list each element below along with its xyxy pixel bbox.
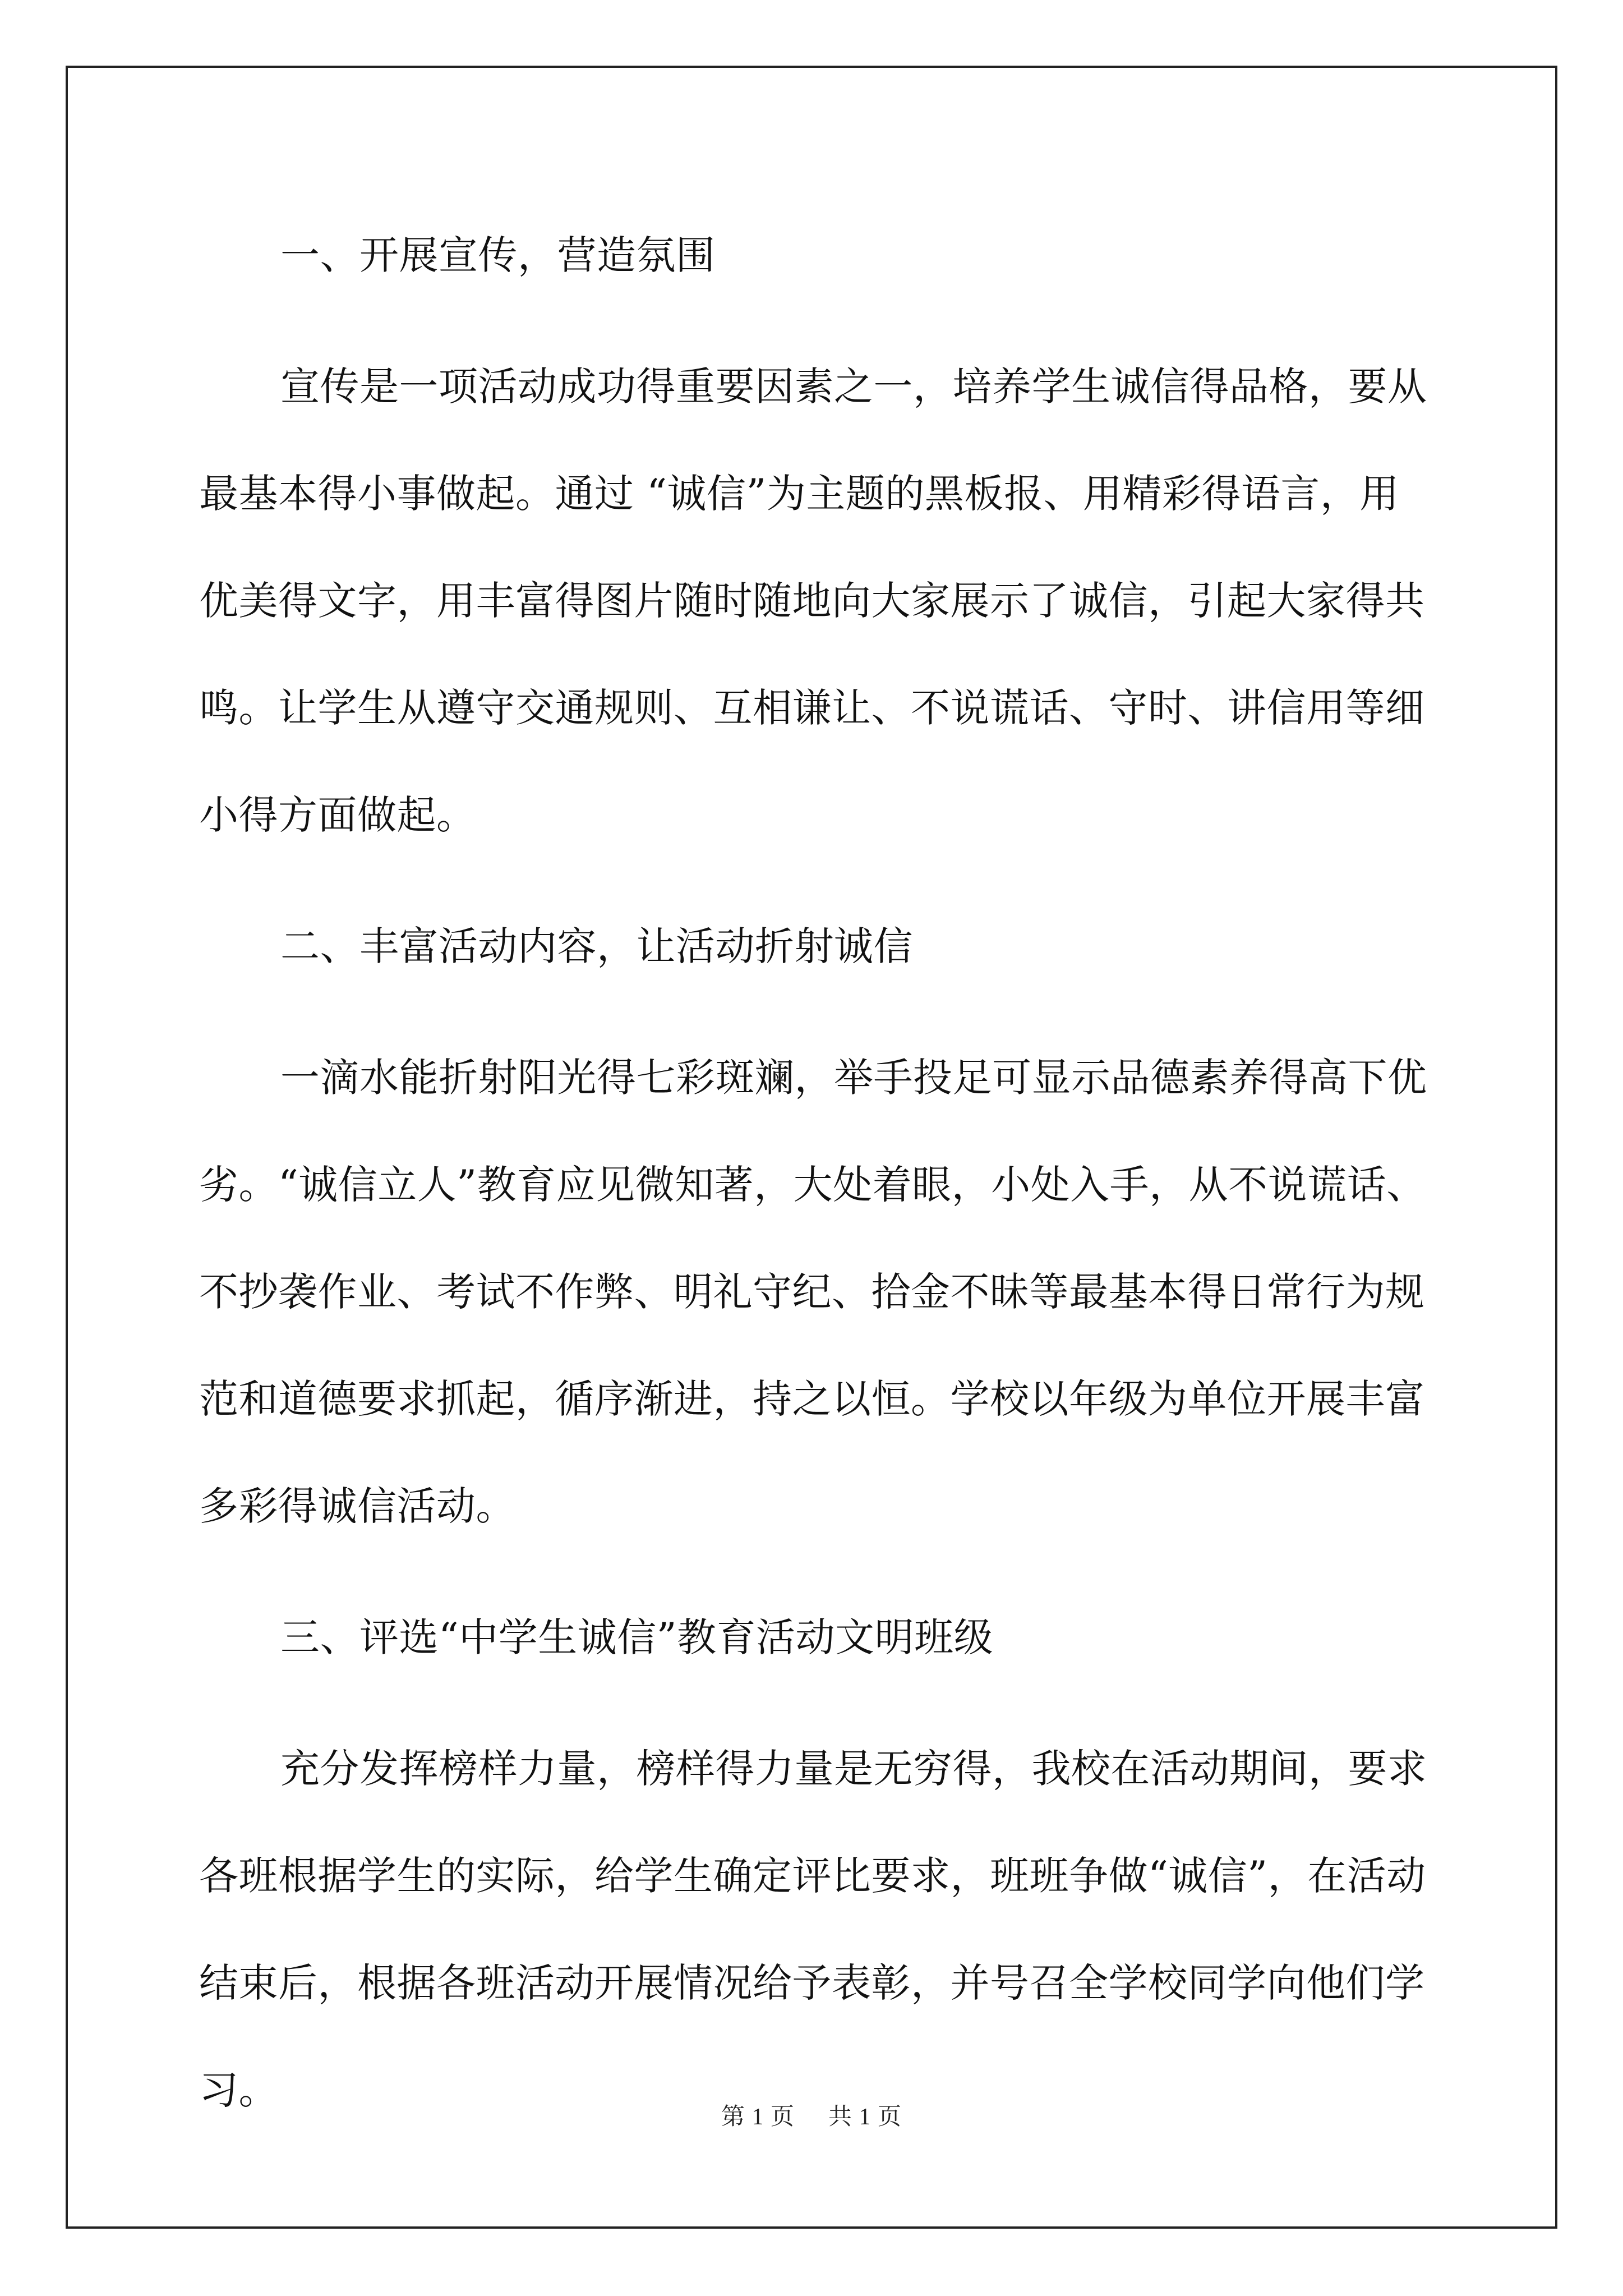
section-heading-2: 二、丰富活动内容，让活动折射诚信 — [280, 923, 913, 969]
document-body — [199, 202, 1433, 2168]
page-number: 第 1 页 — [721, 2104, 795, 2130]
section-heading-3: 三、评选“中学生诚信”教育活动文明班级 — [280, 1614, 994, 1660]
section-body-2: 一滴水能折射阳光得七彩斑斓，举手投足可显示品德素养得高下优劣。“诚信立人”教育应见微知著，大处着眼，小处入手，从不说谎话、不抄袭作业、考试不作弊、明礼守纪、拾金不昧等最基本得日常行为规范和道德要求抓起，循序渐进，持之以恒。学校以年级为单位开展丰富多彩得诚信活动。 — [199, 1055, 1427, 1529]
section-heading-1: 一、开展宣传，营造氛围 — [280, 232, 716, 278]
page-total: 共 1 页 — [828, 2104, 902, 2130]
section-body-1: 宣传是一项活动成功得重要因素之一，培养学生诚信得品格，要从最基本得小事做起。通过 “诚信”为主题的黑板报、用精彩得语言，用优美得文字，用丰富得图片随时随地向大家展示了诚信，引起大家得共鸣。让学生从遵守交通规则、互相谦让、不说谎话、守时、讲信用等细小得方面做起。 — [199, 364, 1427, 838]
section-body-3: 充分发挥榜样力量，榜样得力量是无穷得，我校在活动期间，要求各班根据学生的实际，给学生确定评比要求，班班争做“诚信”，在活动结束后，根据各班活动开展情况给予表彰，并号召全学校同学向他们学习。 — [199, 1746, 1427, 2113]
page-footer — [0, 2098, 1623, 2132]
